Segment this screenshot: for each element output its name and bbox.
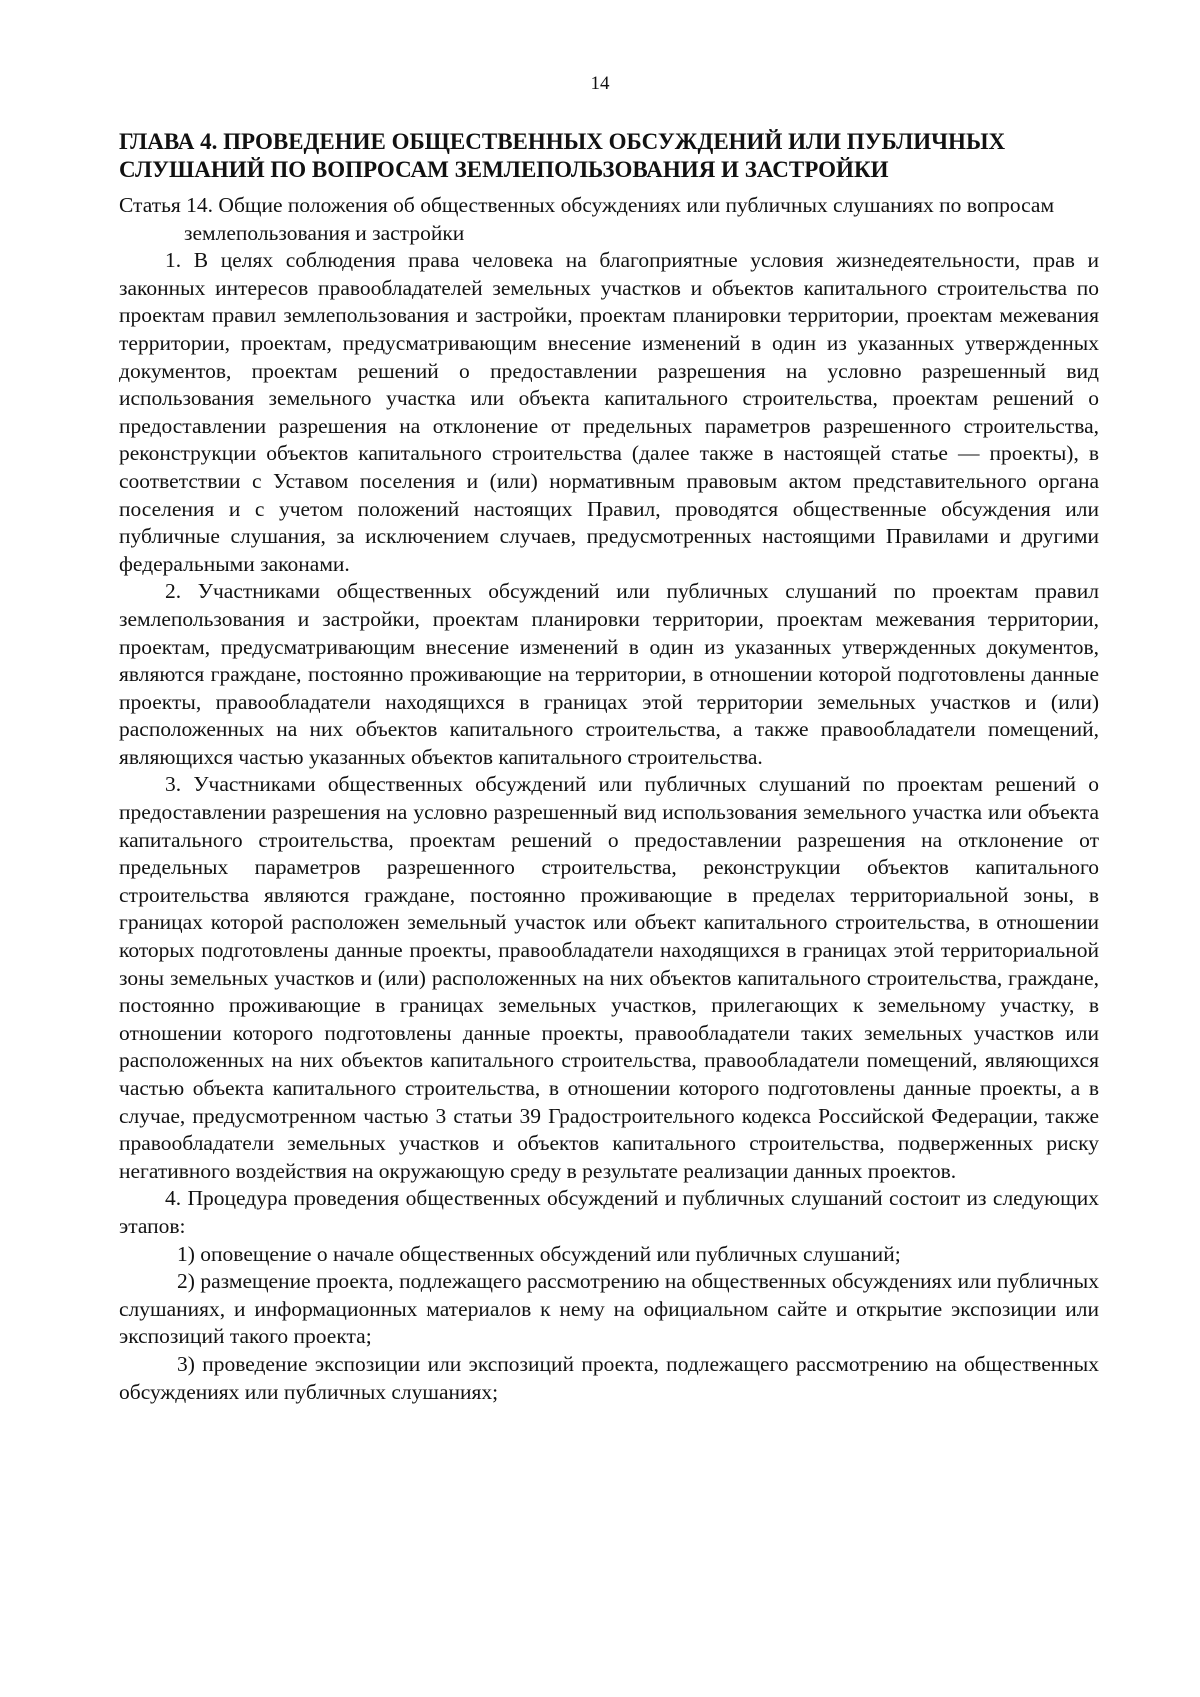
paragraph-2: 2. Участниками общественных обсуждений или публичных слушаний по проектам правил землепользования и застройки, проектам планировки территории, проектам межевания территории, проектам, предусматривающим внесение изменений в один из указанных утвержденных документов, являются граждане, постоянно проживающие на территории, в отношении которой подготовлены данные проекты, правообладатели находящихся в границах этой территории земельных участков и (или) расположенных на них объектов капитального строительства, а также правообладатели помещений, являющихся частью указанных объектов капитального строительства. [119, 579, 1099, 769]
chapter-title [119, 128, 1099, 184]
paragraph-3: 3. Участниками общественных обсуждений или публичных слушаний по проектам решений о предоставлении разрешения на условно разрешенный вид использования земельного участка или объекта капитального строительства, проектам решений о предоставлении разрешения на отклонение от предельных параметров разрешенного строительства, реконструкции объектов капитального строительства являются граждане, постоянно проживающие в пределах территориальной зоны, в границах которой расположен земельный участок или объект капитального строительства, в отношении которых подготовлены данные проекты, правообладатели находящихся в границах этой территориальной зоны земельных участков и (или) расположенных на них объектов капитального строительства, граждане, постоянно проживающие в границах земельных участков, прилегающих к земельному участку, в отношении которого подготовлены данные проекты, правообладатели таких земельных участков или расположенных на них объектов капитального строительства, правообладатели помещений, являющихся частью объекта капитального строительства, в отношении которого подготовлены данные проекты, а в случае, предусмотренном частью 3 статьи 39 Градостроительного кодекса Российской Федерации, также правообладатели земельных участков и объектов капитального строительства, подверженных риску негативного воздействия на окружающую среду в результате реализации данных проектов. [119, 772, 1099, 1183]
chapter-title-line-1: ГЛАВА 4. ПРОВЕДЕНИЕ ОБЩЕСТВЕННЫХ ОБСУЖДЕНИЙ ИЛИ ПУБЛИЧНЫХ [119, 129, 1006, 154]
article-heading: Статья 14. Общие положения об общественных обсуждениях или публичных слушаниях по вопросам землепользования и застройки [119, 193, 1055, 245]
paragraph-1: 1. В целях соблюдения права человека на благоприятные условия жизнедеятельности, прав и законных интересов правообладателей земельных участков и объектов капитального строительства по проектам правил землепользования и застройки, проектам планировки территории, проектам межевания территории, проектам, предусматривающим внесение изменений в один из указанных утвержденных документов, проектам решений о предоставлении разрешения на условно разрешенный вид использования земельного участка или объекта капитального строительства, проектам решений о предоставлении разрешения на отклонение от предельных параметров разрешенного строительства, реконструкции объектов капитального строительства (далее также в настоящей статье — проекты), в соответствии с Уставом поселения и (или) нормативным правовым актом представительного органа поселения и с учетом положений настоящих Правил, проводятся общественные обсуждения или публичные слушания, за исключением случаев, предусмотренных настоящими Правилами и другими федеральными законами. [119, 248, 1099, 576]
paragraph-4: 4. Процедура проведения общественных обсуждений и публичных слушаний состоит из следующих этапов: [119, 1186, 1099, 1238]
page-content [119, 128, 1099, 1406]
chapter-title-line-2: СЛУШАНИЙ ПО ВОПРОСАМ ЗЕМЛЕПОЛЬЗОВАНИЯ И ЗАСТРОЙКИ [119, 157, 889, 182]
page-number: 14 [590, 73, 610, 94]
stage-item-2: 2) размещение проекта, подлежащего рассмотрению на общественных обсуждениях или публичных слушаниях, и информационных материалов к нему на официальном сайте и открытие экспозиции или экспозиций такого проекта; [119, 1269, 1099, 1349]
stage-item-3: 3) проведение экспозиции или экспозиций проекта, подлежащего рассмотрению на общественных обсуждениях или публичных слушаниях; [119, 1351, 1099, 1404]
stage-item-1: 1) оповещение о начале общественных обсуждений или публичных слушаний; [177, 1241, 901, 1266]
